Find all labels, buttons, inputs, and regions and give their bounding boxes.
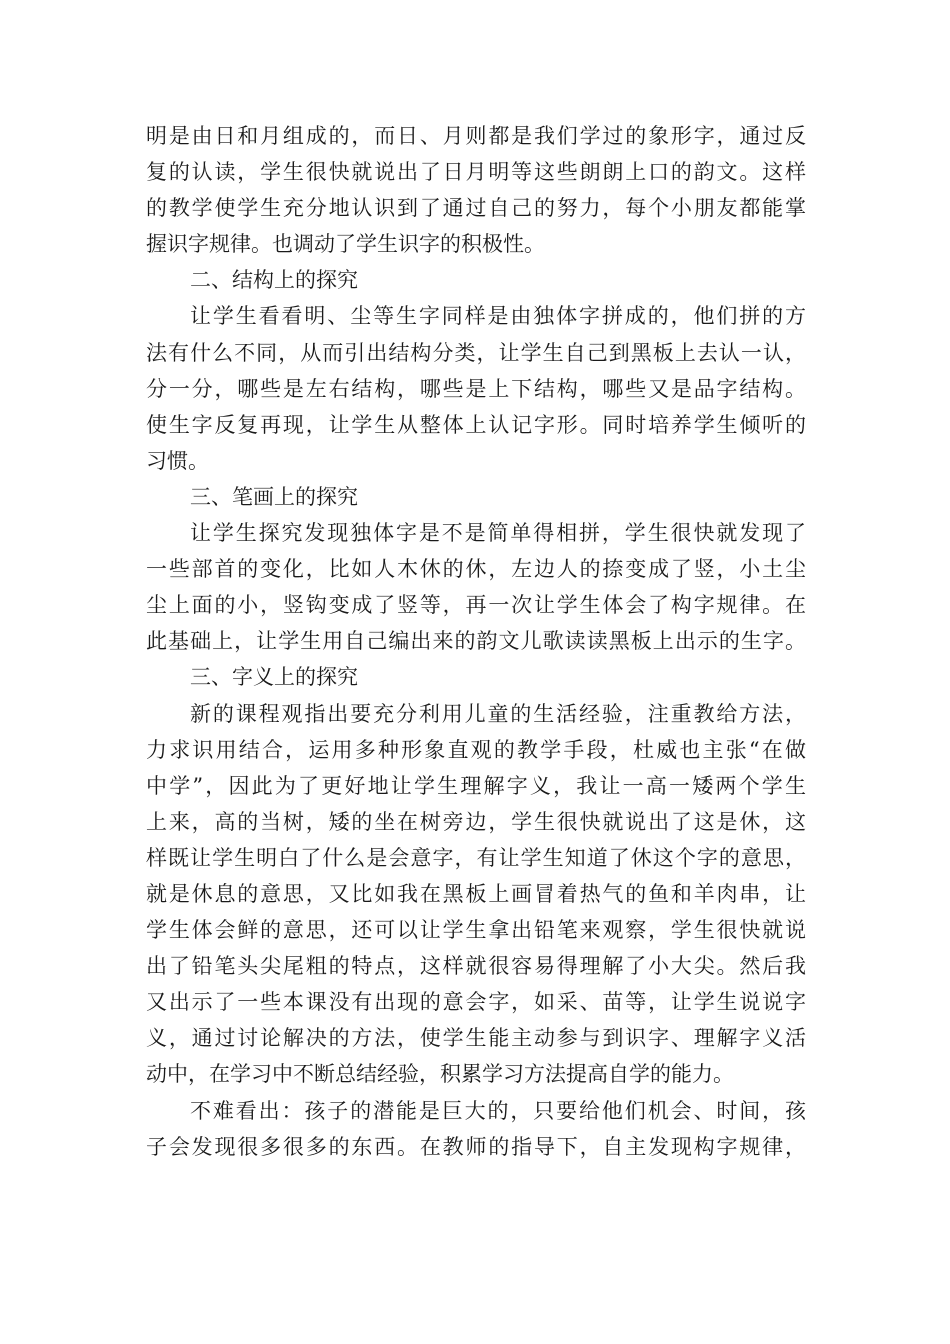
text-line: 出了铅笔头尖尾粗的特点，这样就很容易得理解了小大尖。然后我 — [146, 954, 806, 979]
text-line: 又出示了一些本课没有出现的意会字，如采、苗等，让学生说说字 — [146, 990, 806, 1015]
text-line: 习惯。 — [146, 448, 209, 473]
text-line: 明是由日和月组成的，而日、月则都是我们学过的象形字，通过反 — [146, 124, 806, 148]
text-line: 上来，高的当树，矮的坐在树旁边，学生很快就说出了这是休，这 — [146, 809, 806, 834]
text-line: 新的课程观指出要充分利用儿童的生活经验，注重教给方法， — [190, 701, 806, 726]
text-line: 此基础上，让学生用自己编出来的韵文儿歌读读黑板上出示的生字。 — [146, 629, 806, 654]
text-line: 法有什么不同，从而引出结构分类，让学生自己到黑板上去认一认， — [146, 340, 806, 365]
text-line: 使生字反复再现，让学生从整体上认记字形。同时培养学生倾听的 — [146, 412, 806, 437]
text-line: 握识字规律。也调动了学生识字的积极性。 — [146, 232, 545, 257]
text-line: 三、笔画上的探究 — [190, 484, 358, 509]
text-line: 样既让学生明白了什么是会意字，有让学生知道了休这个字的意思， — [146, 845, 806, 870]
text-line: 力求识用结合，运用多种形象直观的教学手段，杜威也主张“在做 — [146, 737, 806, 762]
text-line: 子会发现很多很多的东西。在教师的指导下，自主发现构字规律， — [146, 1134, 806, 1159]
text-line: 中学”，因此为了更好地让学生理解字义，我让一高一矮两个学生 — [146, 773, 806, 798]
text-line: 就是休息的意思，又比如我在黑板上画冒着热气的鱼和羊肉串，让 — [146, 881, 806, 906]
text-line: 尘上面的小，竖钩变成了竖等，再一次让学生体会了构字规律。在 — [146, 593, 806, 618]
text-line: 让学生探究发现独体字是不是简单得相拼，学生很快就发现了 — [190, 521, 806, 546]
text-line: 动中，在学习中不断总结经验，积累学习方法提高自学的能力。 — [146, 1062, 734, 1087]
text-line: 的教学使学生充分地认识到了通过自己的努力，每个小朋友都能掌 — [146, 196, 806, 221]
text-line: 二、结构上的探究 — [190, 268, 358, 293]
text-line: 三、字义上的探究 — [190, 665, 358, 690]
text-line: 复的认读，学生很快就说出了日月明等这些朗朗上口的韵文。这样 — [146, 160, 806, 185]
text-line: 一些部首的变化，比如人木休的休，左边人的捺变成了竖，小土尘 — [146, 557, 806, 582]
text-line: 分一分，哪些是左右结构，哪些是上下结构，哪些又是品字结构。 — [146, 376, 806, 401]
text-line: 不难看出：孩子的潜能是巨大的，只要给他们机会、时间，孩 — [190, 1098, 806, 1123]
body-text — [146, 118, 806, 1165]
text-line: 学生体会鲜的意思，还可以让学生拿出铅笔来观察，学生很快就说 — [146, 918, 806, 943]
text-line: 义，通过讨论解决的方法，使学生能主动参与到识字、理解字义活 — [146, 1026, 806, 1051]
text-line: 让学生看看明、尘等生字同样是由独体字拼成的，他们拼的方 — [190, 304, 806, 329]
